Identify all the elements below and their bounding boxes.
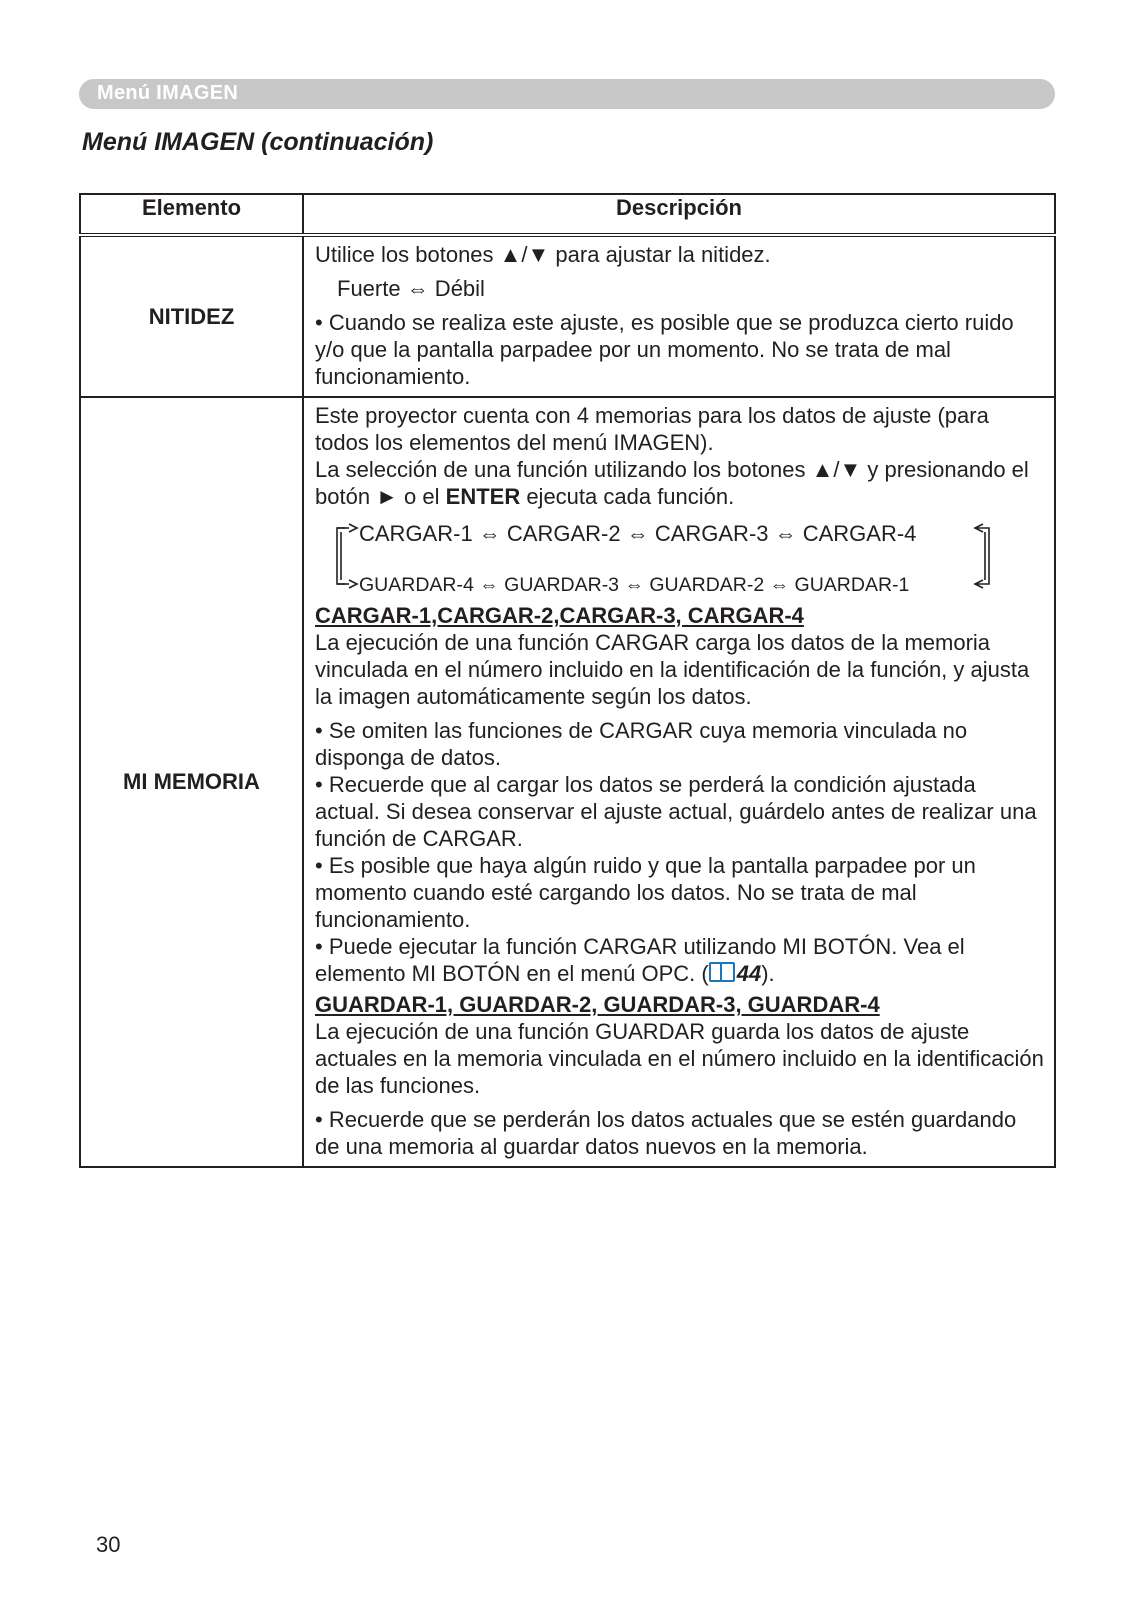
load-description: La ejecución de una función CARGAR carga los datos de la memoria vinculada en el número incluido en la identificación de la función, y ajusta la imagen automáticamente según los datos. <box>315 630 1030 709</box>
load-cycle: CARGAR-1 ⇔ CARGAR-2 ⇔ CARGAR-3 ⇔ CARGAR-4 <box>359 521 917 546</box>
column-header-item: Elemento <box>80 194 303 235</box>
memoria-selection <box>315 456 1044 510</box>
nitidez-note: • Cuando se realiza este ajuste, es posible que se produzca cierto ruido y/o que la pantalla parpadee por un momento. No se trata de mal funcionamiento. <box>315 310 1014 389</box>
memoria-selection-text: La selección de una función utilizando los botones ▲/▼ y presionando el botón ► o el <box>315 457 1029 509</box>
save-description: La ejecución de una función GUARDAR guarda los datos de ajuste actuales en la memoria vinculada en el número incluido en la identificación de las funciones. <box>315 1019 1044 1098</box>
table-row-mi-memoria <box>80 397 1055 1167</box>
my-button-text-end: ). <box>761 961 775 986</box>
description-nitidez <box>303 235 1055 397</box>
load-note-empty: • Se omiten las funciones de CARGAR cuya memoria vinculada no disponga de datos. <box>315 718 968 770</box>
section-label: Menú IMAGEN <box>97 82 239 104</box>
section-header-bar <box>79 79 1055 109</box>
memoria-selection-end: ejecuta cada función. <box>520 484 735 509</box>
save-cycle: GUARDAR-4 ⇔ GUARDAR-3 ⇔ GUARDAR-2 ⇔ GUARDAR-1 <box>359 574 910 596</box>
book-icon <box>709 962 735 982</box>
nitidez-range: Fuerte ⇔ Débil <box>337 276 485 301</box>
my-button-text: • Puede ejecutar la función CARGAR utilizando MI BOTÓN. Vea el elemento MI BOTÓN en el menú OPC. ( <box>315 934 965 986</box>
table-header-row <box>80 194 1055 235</box>
memory-cycle-diagram <box>315 516 1044 598</box>
load-heading: CARGAR-1,CARGAR-2,CARGAR-3, CARGAR-4 <box>315 603 804 628</box>
item-mi-memoria: MI MEMORIA <box>80 397 303 1167</box>
page-reference: 44 <box>736 961 762 986</box>
memoria-intro: Este proyector cuenta con 4 memorias para los datos de ajuste (para todos los elementos del menú IMAGEN). <box>315 403 989 455</box>
save-heading: GUARDAR-1, GUARDAR-2, GUARDAR-3, GUARDAR-4 <box>315 992 880 1017</box>
save-note: • Recuerde que se perderán los datos actuales que se estén guardando de una memoria al guardar datos nuevos en la memoria. <box>315 1107 1017 1159</box>
table-row-nitidez <box>80 235 1055 397</box>
column-header-description: Descripción <box>303 194 1055 235</box>
settings-table <box>79 193 1056 1168</box>
load-note-overwrite: • Recuerde que al cargar los datos se perderá la condición ajustada actual. Si desea conservar el ajuste actual, guárdelo antes de realizar una función de CARGAR. <box>315 772 1037 851</box>
item-nitidez: NITIDEZ <box>80 235 303 397</box>
page-number: 30 <box>96 1532 121 1557</box>
page-title: Menú IMAGEN (continuación) <box>82 128 434 156</box>
enter-key-label: ENTER <box>445 484 521 509</box>
load-note-noise: • Es posible que haya algún ruido y que la pantalla parpadee por un momento cuando esté cargando los datos. No se trata de mal funcionamiento. <box>315 853 976 932</box>
nitidez-instruction: Utilice los botones ▲/▼ para ajustar la nitidez. <box>315 242 771 267</box>
description-mi-memoria <box>303 397 1055 1167</box>
load-note-my-button <box>315 933 1044 987</box>
